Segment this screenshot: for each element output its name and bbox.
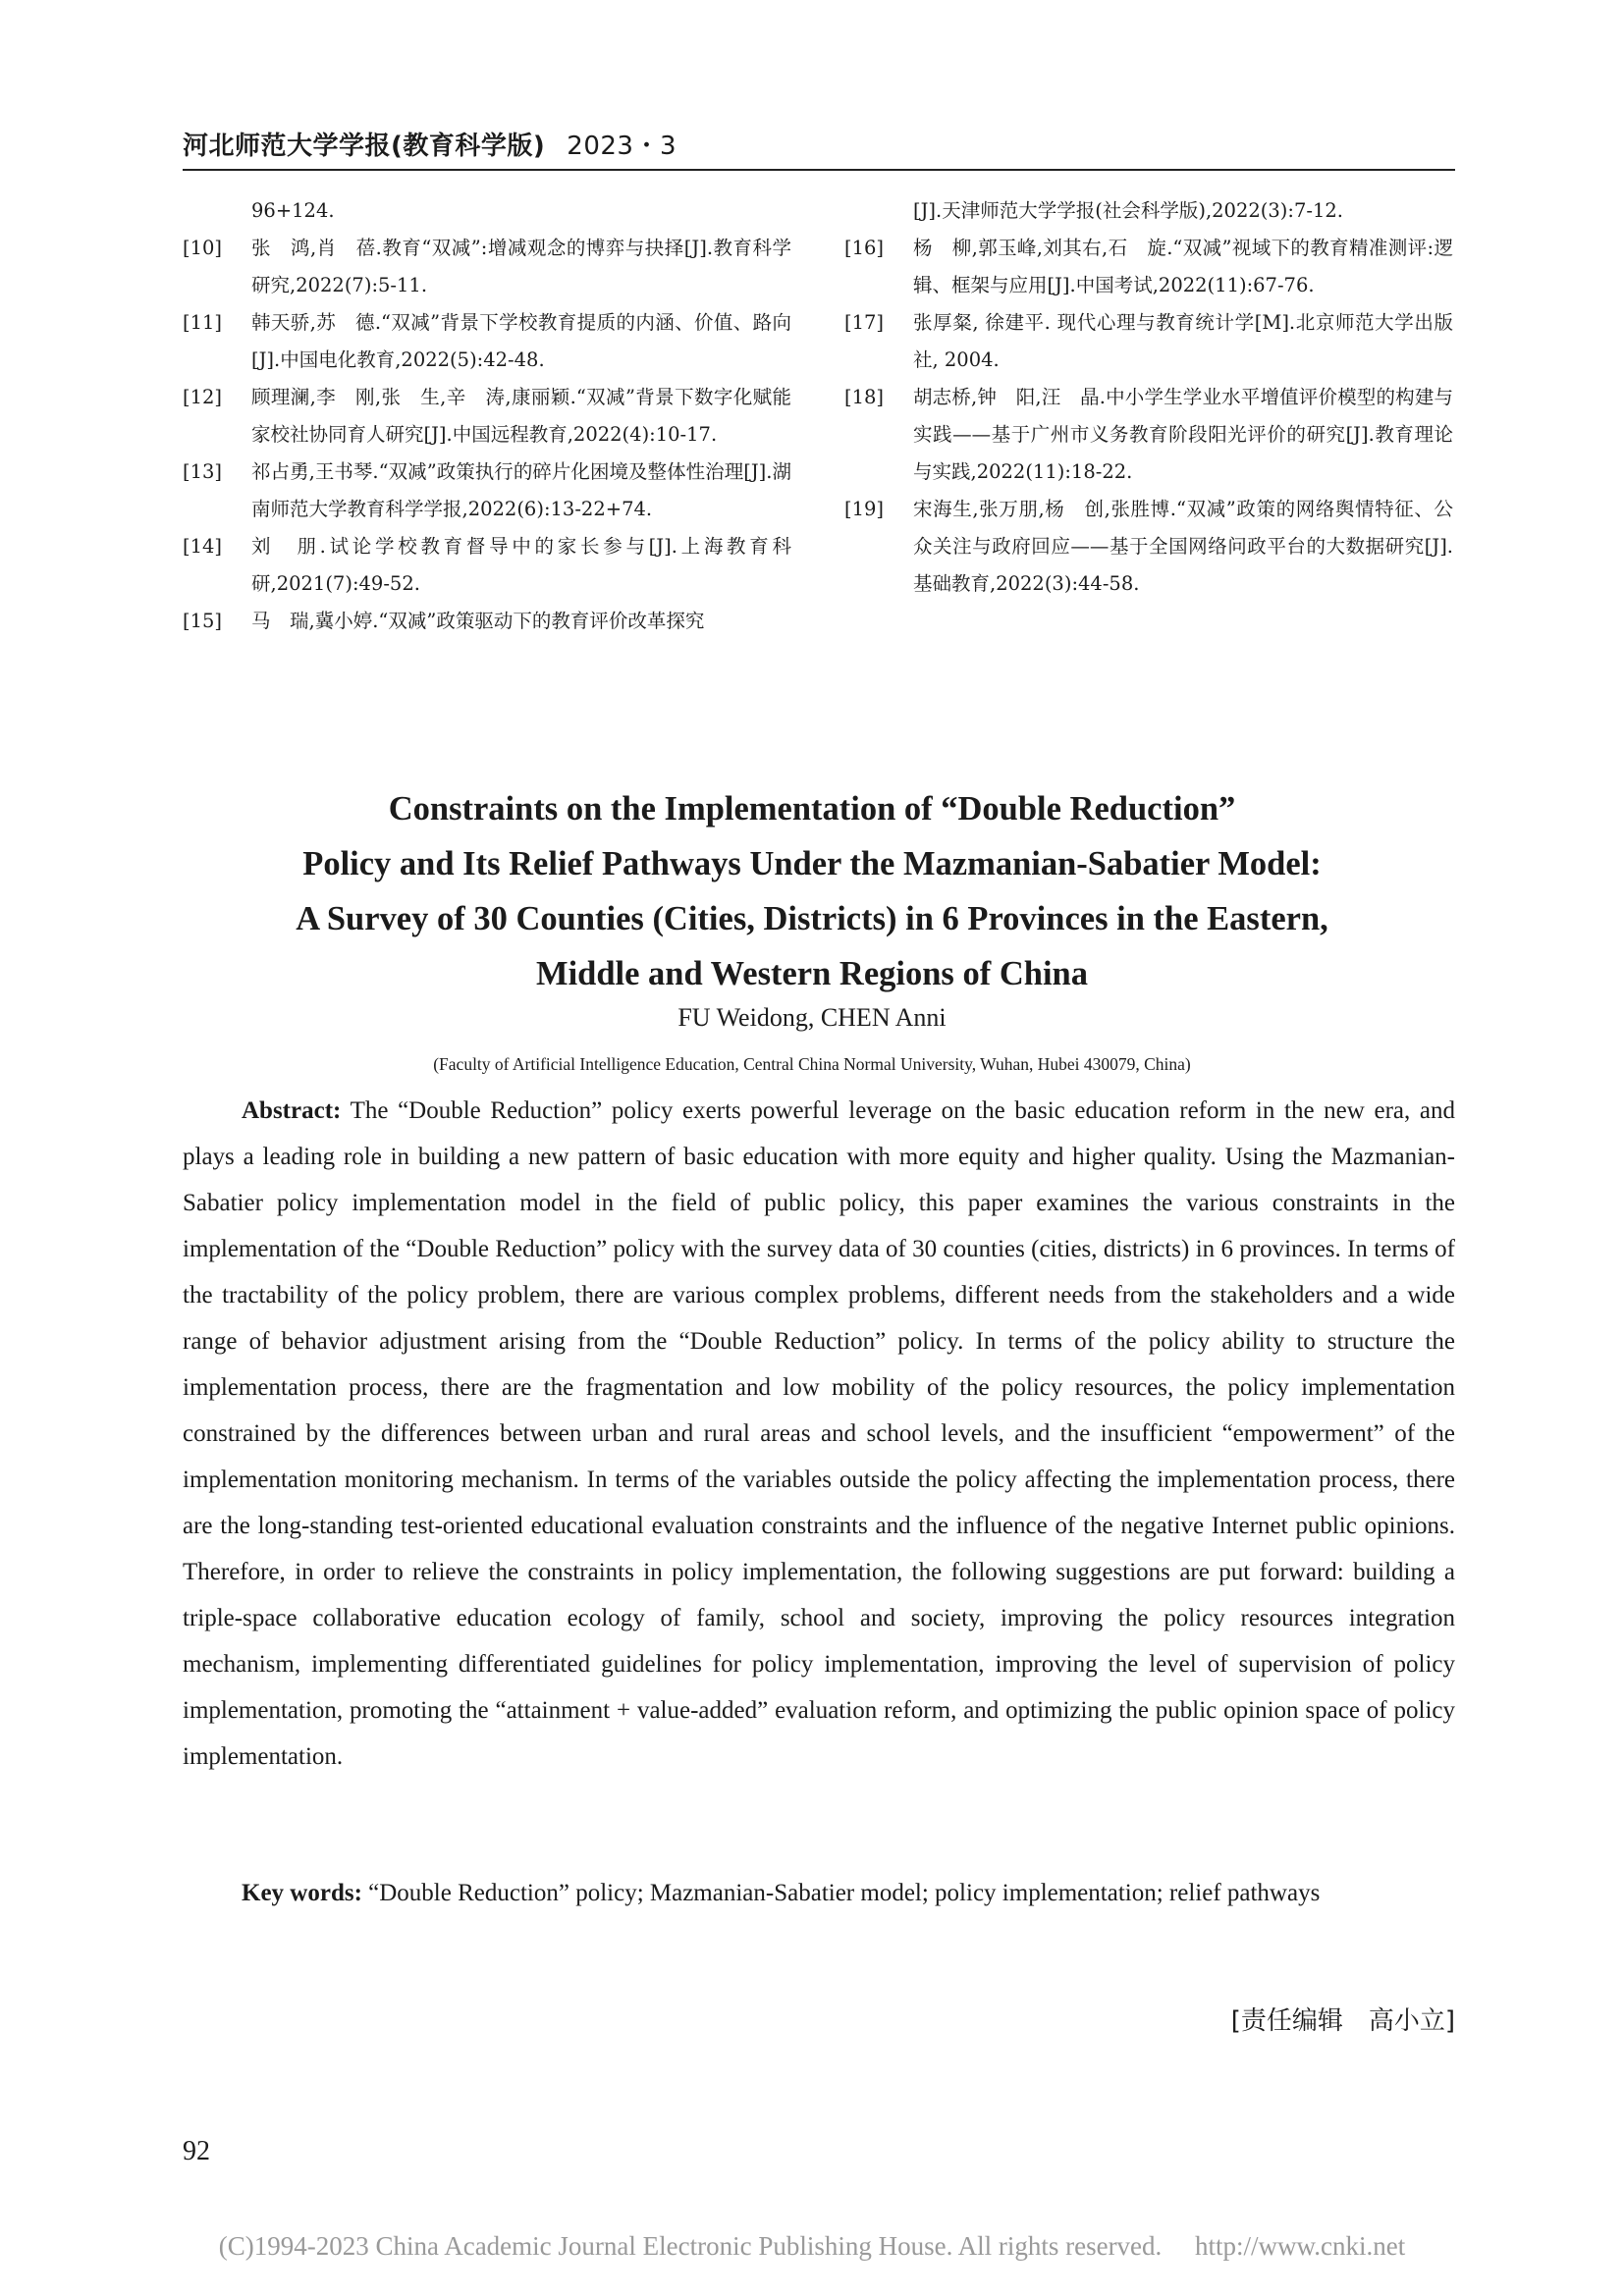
reference-number: [16]: [844, 237, 885, 259]
references-left-column: [183, 192, 791, 640]
title-line: Middle and Western Regions of China: [536, 955, 1088, 992]
reference-item: [183, 528, 791, 603]
reference-text: 顾理澜,李 刚,张 生,辛 涛,康丽颖.“双减”背景下数字化赋能家校社协同育人研究[J].中国远程教育,2022(4):10-17.: [251, 386, 791, 446]
keywords-label: Key words:: [242, 1880, 362, 1906]
abstract-text: The “Double Reduction” policy exerts powerful leverage on the basic education reform in the new era, and plays a leading role in building a new pattern of basic education with more equity and higher quality. Using the Mazmanian-Sabatier policy implementation model in the field of public policy, this paper examines the various constraints in the implementation of the “Double Reduction” policy with the survey data of 30 counties (cities, districts) in 6 provinces. In terms of the tractability of the policy problem, there are various complex problems, different needs from the stakeholders and a wide range of behavior adjustment arising from the “Double Reduction” policy. In terms of the policy ability to structure the implementation process, there are the fragmentation and low mobility of the policy resources, the policy implementation constrained by the differences between urban and rural areas and school levels, and the insufficient “empowerment” of the implementation monitoring mechanism. In terms of the variables outside the policy affecting the implementation process, there are the long-standing test-oriented educational evaluation constraints and the influence of the negative Internet public opinions. Therefore, in order to relieve the constraints in policy implementation, the following suggestions are put forward: building a triple-space collaborative education ecology of family, school and society, improving the policy resources integration mechanism, implementing differentiated guidelines for policy implementation, improving the level of supervision of policy implementation, promoting the “attainment + value-added” evaluation reform, and optimizing the public opinion space of policy implementation.: [183, 1097, 1455, 1770]
reference-text: 96+124.: [251, 199, 335, 222]
references-right-column: [844, 192, 1453, 603]
reference-number: [19]: [844, 498, 885, 520]
reference-number: [15]: [183, 610, 223, 632]
reference-item: [183, 379, 791, 454]
reference-item: [844, 304, 1453, 379]
page-number: 92: [183, 2136, 210, 2166]
abstract: [183, 1088, 1455, 1780]
reference-item: [183, 454, 791, 528]
reference-number: [14]: [183, 535, 223, 558]
affiliation: (Faculty of Artificial Intelligence Education, Central China Normal University, Wuhan, Hubei 430079, China): [433, 1054, 1191, 1074]
reference-text: 马 瑞,冀小婷.“双减”政策驱动下的教育评价改革探究: [251, 610, 705, 632]
reference-number: [13]: [183, 460, 223, 483]
reference-number: [10]: [183, 237, 223, 259]
reference-text: 宋海生,张万朋,杨 创,张胜博.“双减”政策的网络舆情特征、公众关注与政府回应——基于全国网络问政平台的大数据研究[J].基础教育,2022(3):44-58.: [913, 498, 1453, 595]
running-header: [183, 122, 1455, 171]
abstract-label: Abstract:: [242, 1097, 342, 1124]
reference-text: 张 鸿,肖 蓓.教育“双减”:增减观念的博弈与抉择[J].教育科学研究,2022(7):5-11.: [251, 237, 791, 296]
reference-text: 张厚粲, 徐建平. 现代心理与教育统计学[M].北京师范大学出版社, 2004.: [913, 311, 1453, 371]
reference-item: [844, 230, 1453, 304]
reference-text: [J].天津师范大学学报(社会科学版),2022(3):7-12.: [913, 199, 1343, 222]
journal-issue: 2023・3: [567, 132, 677, 161]
journal-name: 河北师范大学学报(教育科学版): [183, 132, 546, 161]
copyright-footer: (C)1994-2023 China Academic Journal Electronic Publishing House. All rights reserved. http://www.cnki.net: [218, 2231, 1406, 2261]
reference-text: 胡志桥,钟 阳,汪 晶.中小学生学业水平增值评价模型的构建与实践——基于广州市义务教育阶段阳光评价的研究[J].教育理论与实践,2022(11):18-22.: [913, 386, 1453, 483]
authors: FU Weidong, CHEN Anni: [677, 1003, 947, 1032]
keywords: [183, 1870, 1455, 1916]
english-title: [137, 781, 1487, 1001]
reference-item: [183, 192, 791, 230]
reference-number: [11]: [183, 311, 223, 334]
title-line: A Survey of 30 Counties (Cities, Districts) in 6 Provinces in the Eastern,: [296, 900, 1328, 937]
reference-text: 祁占勇,王书琴.“双减”政策执行的碎片化困境及整体性治理[J].湖南师范大学教育科学学报,2022(6):13-22+74.: [251, 460, 791, 520]
reference-item: [183, 230, 791, 304]
reference-item: [844, 192, 1453, 230]
reference-number: [17]: [844, 311, 885, 334]
title-line: Policy and Its Relief Pathways Under the Mazmanian-Sabatier Model:: [302, 845, 1322, 882]
title-line: Constraints on the Implementation of “Double Reduction”: [388, 790, 1236, 828]
reference-item: [844, 379, 1453, 491]
reference-item: [183, 304, 791, 379]
journal-header: [183, 126, 677, 162]
reference-item: [844, 491, 1453, 603]
reference-number: [12]: [183, 386, 223, 408]
reference-number: [18]: [844, 386, 885, 408]
reference-text: 刘 朋.试论学校教育督导中的家长参与[J].上海教育科研,2021(7):49-52.: [251, 535, 791, 595]
responsible-editor: [责任编辑 高小立]: [1230, 2006, 1455, 2036]
reference-item: [183, 603, 791, 640]
reference-text: 杨 柳,郭玉峰,刘其右,石 旋.“双减”视域下的教育精准测评:逻辑、框架与应用[J].中国考试,2022(11):67-76.: [913, 237, 1453, 296]
keywords-text: “Double Reduction” policy; Mazmanian-Sabatier model; policy implementation; relief pathways: [368, 1880, 1321, 1906]
reference-text: 韩天骄,苏 德.“双减”背景下学校教育提质的内涵、价值、路向[J].中国电化教育,2022(5):42-48.: [251, 311, 791, 371]
